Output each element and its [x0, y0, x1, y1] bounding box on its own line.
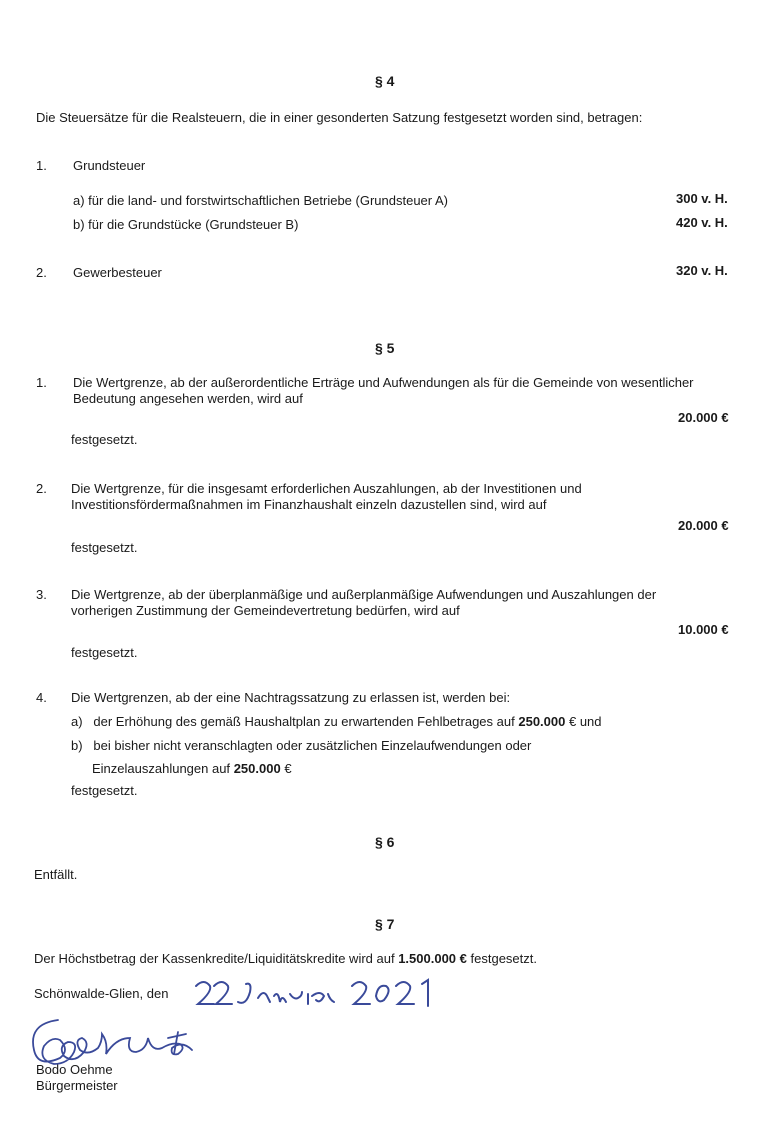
- s4-item-b-label: b) für die Grundstücke (Grundsteuer B): [73, 217, 299, 232]
- s5-item4b-line2: [92, 761, 292, 777]
- s5-item4b-letter: b): [71, 738, 83, 753]
- s5-item1-end: festgesetzt.: [71, 432, 138, 447]
- section-4-intro: Die Steuersätze für die Realsteuern, die in einer gesonderten Satzung festgesetzt worden sind, betragen:: [36, 110, 643, 125]
- s5-item4-number: 4.: [36, 690, 47, 705]
- s5-item1-line1: Die Wertgrenze, ab der außerordentliche Erträge und Aufwendungen als für die Gemeinde von wesentlicher: [73, 375, 694, 390]
- s4-item-a-label: a) für die land- und forstwirtschaftlichen Betriebe (Grundsteuer A): [73, 193, 449, 208]
- s5-item2-end: festgesetzt.: [71, 540, 138, 555]
- s5-item3-value: 10.000 €: [678, 622, 729, 637]
- handwritten-date: [192, 972, 452, 1016]
- section-4-heading: § 4: [375, 73, 395, 89]
- section-7-heading: § 7: [375, 916, 395, 932]
- s5-item4-line1: Die Wertgrenzen, ab der eine Nachtragssatzung zu erlassen ist, werden bei:: [71, 690, 511, 705]
- s4-item-b-value: 420 v. H.: [676, 215, 728, 230]
- closing-place: Schönwalde-Glien, den: [34, 986, 169, 1001]
- section-6-heading: § 6: [375, 834, 395, 850]
- s5-item4a-letter: a): [71, 714, 83, 729]
- s5-item4a-amount: 250.000: [518, 714, 566, 729]
- s4-item2-value: 320 v. H.: [676, 263, 728, 278]
- signatory-title: Bürgermeister: [36, 1078, 118, 1093]
- s4-item-a-value: 300 v. H.: [676, 191, 728, 206]
- s5-item2-line2: Investitionsfördermaßnahmen im Finanzhaushalt einzeln dazustellen sind, wird auf: [71, 497, 547, 512]
- s5-item4b: [71, 738, 531, 754]
- section-6-text: Entfällt.: [34, 867, 78, 882]
- s5-item4b-line1: bei bisher nicht veranschlagten oder zusätzlichen Einzelaufwendungen oder: [93, 738, 532, 753]
- s4-item1-number: 1.: [36, 158, 47, 173]
- s7-text-post: festgesetzt.: [470, 951, 537, 966]
- s5-item4b-tail: €: [284, 761, 292, 776]
- s5-item2-number: 2.: [36, 481, 47, 496]
- section-7-text: [34, 951, 537, 967]
- s5-item1-number: 1.: [36, 375, 47, 390]
- s5-item3-line1: Die Wertgrenze, ab der überplanmäßige und außerplanmäßige Aufwendungen und Auszahlungen der: [71, 587, 657, 602]
- s5-item2-value: 20.000 €: [678, 518, 729, 533]
- s5-item4b-amount: 250.000: [233, 761, 281, 776]
- s5-item1-value: 20.000 €: [678, 410, 729, 425]
- s5-item4a: [71, 714, 602, 730]
- s4-item2-number: 2.: [36, 265, 47, 280]
- s5-item3-number: 3.: [36, 587, 47, 602]
- s5-item3-line2: vorherigen Zustimmung der Gemeindevertretung bedürfen, wird auf: [71, 603, 460, 618]
- section-5-heading: § 5: [375, 340, 395, 356]
- s5-item4a-tail: € und: [568, 714, 602, 729]
- s5-item3-end: festgesetzt.: [71, 645, 138, 660]
- s4-item1-label: Grundsteuer: [73, 158, 146, 173]
- s5-item2-line1: Die Wertgrenze, für die insgesamt erforderlichen Auszahlungen, ab der Investitionen und: [71, 481, 582, 496]
- s5-item4a-text: der Erhöhung des gemäß Haushaltplan zu erwartenden Fehlbetrages auf: [93, 714, 515, 729]
- s7-amount: 1.500.000 €: [398, 951, 467, 966]
- s4-item2-label: Gewerbesteuer: [73, 265, 162, 280]
- signatory-name: Bodo Oehme: [36, 1062, 113, 1077]
- s5-item4b-line2-text: Einzelauszahlungen auf: [92, 761, 231, 776]
- s5-item4-end: festgesetzt.: [71, 783, 138, 798]
- s7-text-pre: Der Höchstbetrag der Kassenkredite/Liquiditätskredite wird auf: [34, 951, 395, 966]
- s5-item1-line2: Bedeutung angesehen werden, wird auf: [73, 391, 303, 406]
